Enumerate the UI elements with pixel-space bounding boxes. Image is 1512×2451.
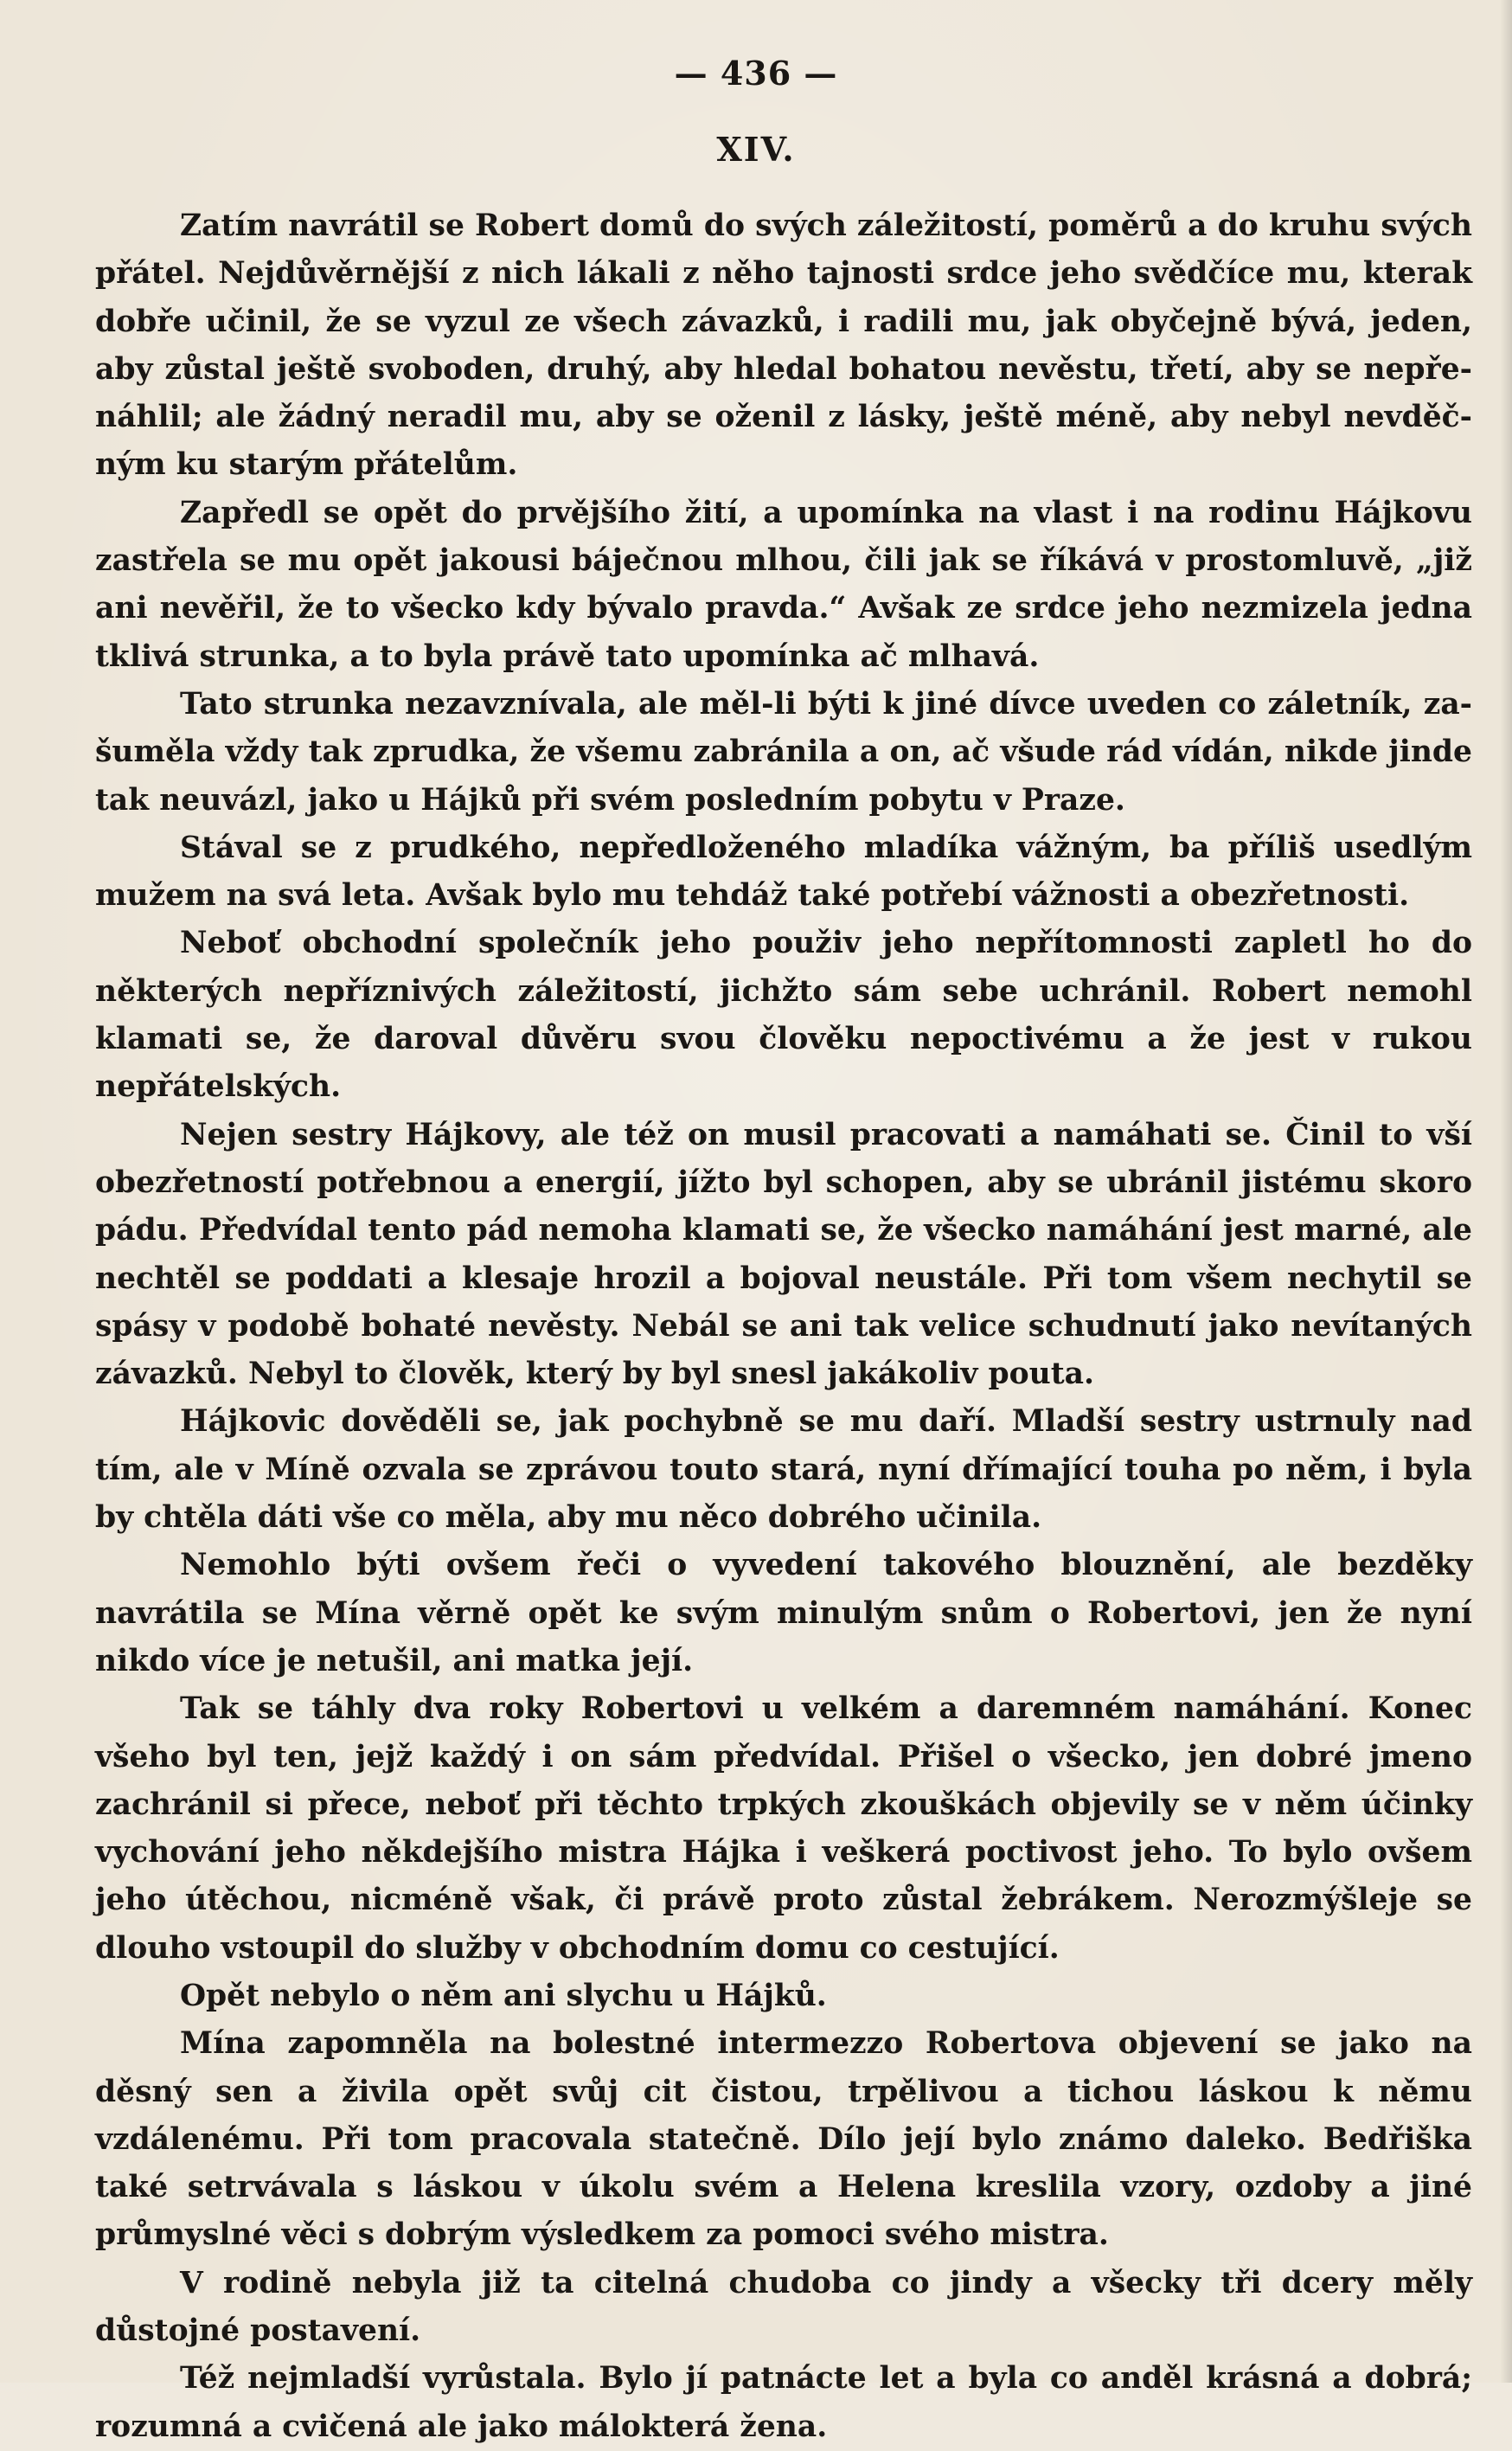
paragraph: Též nejmladší vyrůstala. Bylo jí patnácte let a byla co anděl krásná a dobrá; rozumná a cvičená ale jako málokterá žena. <box>95 2361 1472 2444</box>
paragraph: Mína zapomněla na bolestné intermezzo Robertova objevení se jako na děsný sen a živila opět svůj cit čistou, trpělivou a tichou láskou k němu vzdálenému. Při tom pracovala statečně. Dílo její bylo známo daleko. Bedřiška také setrvávala s láskou v úkolu svém a Helena kreslila vzory, ozdoby a jiné průmyslné věci s dobrým výsledkem za pomoci svého mistra. <box>95 2026 1472 2253</box>
paragraph: Opět nebylo o něm ani slychu u Hájků. <box>180 1978 827 2013</box>
paragraph: Hájkovic dověděli se, jak pochybně se mu daří. Mladší sestry ustrnuly nad tím, ale v Míně ozvala se zprávou touto stará, nyní dřímající touha po něm, i byla by chtěla dáti vše co měla, aby mu něco dobrého učinila. <box>95 1404 1472 1536</box>
page-number: — 436 — <box>674 54 838 93</box>
paragraph: Stával se z prudkého, nepředloženého mladíka vážným, ba příliš usedlým mužem na svá leta. Avšak bylo mu tehdáž také potřebí vážnosti a obezřetnosti. <box>95 830 1472 914</box>
paragraph: V rodině nebyla již ta citelná chudoba co jindy a všecky tři dcery měly důstojné postavení. <box>95 2265 1472 2349</box>
chapter-title: XIV. <box>716 130 796 169</box>
paragraph: Nejen sestry Hájkovy, ale též on musil pracovati a namáhati se. Činil to vší obezřetností potřebnou a energií, jížto byl schopen, aby se ubránil jistému skoro pádu. Předvídal tento pád nemoha klamati se, že všecko namáhání jest marné, ale nechtěl se poddati a klesaje hrozil a bojoval neustále. Při tom všem nechytil se spásy v podobě bohaté nevěsty. Nebál se ani tak velice schudnutí jako nevítaných závazků. Nebyl to člověk, který by byl snesl jakákoliv pouta. <box>95 1117 1472 1392</box>
paragraph: Neboť obchodní společník jeho použiv jeho nepřítomnosti zapletl ho do některých nepříznivých záležitostí, jichžto sám sebe uchránil. Robert nemohl klamati se, že daroval důvěru svou člověku nepoctivému a že jest v rukou nepřátelských. <box>95 926 1472 1105</box>
paragraph: Zatím navrátil se Robert domů do svých záležitostí, poměrů a do kruhu svých přátel. Nejdůvěrnější z nich lákali z něho tajnosti srdce jeho svědčíce mu, kterak dobře učinil, že se vyzul ze všech závazků, i radili mu, jak obyčejně bývá, jeden, aby zůstal ještě svoboden, druhý, aby hledal bohatou nevěstu, třetí, aby se nepřenáhlil; ale žádný neradil mu, aby se oženil z lásky, ještě méně, aby nebyl nevděčným ku starým přátelům. <box>95 209 1472 483</box>
paragraph: Nemohlo býti ovšem řeči o vyvedení takového blouznění, ale bezděky navrátila se Mína věrně opět ke svým minulým snům o Robertovi, jen že nyní nikdo více je netušil, ani matka její. <box>95 1548 1472 1678</box>
paragraph: Tato strunka nezavznívala, ale měl-li býti k jiné dívce uveden co záletník, zašuměla vždy tak zprudka, že všemu zabránila a on, ač všude rád vídán, nikde jinde tak neuvázl, jako u Hájků při svém posledním pobytu v Praze. <box>95 686 1472 818</box>
page-edge-shadow <box>1500 0 1512 2383</box>
paragraph: Tak se táhly dva roky Robertovi u velkém a daremném namáhání. Konec všeho byl ten, jejž každý i on sám předvídal. Přišel o všecko, jen dobré jmeno zachránil si přece, neboť při těchto trpkých zkouškách objevily se v něm účinky vychování jeho někdejšího mistra Hájka i veškerá poctivost jeho. To bylo ovšem jeho útěchou, nicméně však, či právě proto zůstal žebrákem. Nerozmýšleje se dlouho vstoupil do služby v obchodním domu co cestující. <box>95 1691 1472 1966</box>
paragraph: Zapředl se opět do prvějšího žití, a upomínka na vlast i na rodinu Hájkovu zastřela se mu opět jakousi báječnou mlhou, čili jak se říkává v prostomluvě, „již ani nevěřil, že to všecko kdy bývalo pravda.“ Avšak ze srdce jeho nezmizela jedna tklivá strunka, a to byla právě tato upomínka ač mlhavá. <box>95 495 1472 674</box>
body-text <box>95 202 1472 2451</box>
